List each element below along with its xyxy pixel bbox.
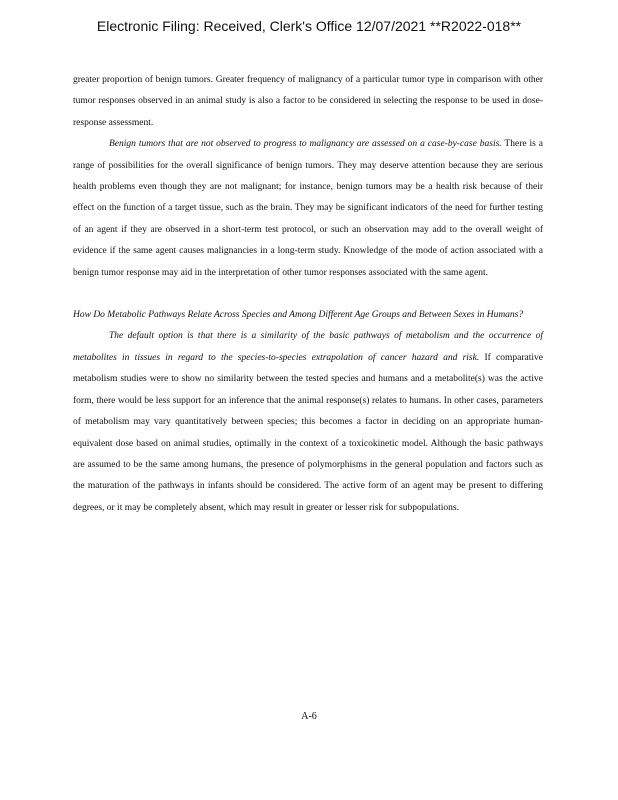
paragraph-benign-tumors (73, 134, 543, 284)
document-body (73, 70, 543, 519)
paragraph-metabolism (73, 326, 543, 519)
default-option-metabolism: The default option is that there is a similarity of the basic pathways of metabolism and the occurrence of metabolites in tissues in regard to the species-to-species extrapolation of cancer hazard and risk. (73, 331, 543, 363)
paragraph-benign-tumors-text: There is a range of possibilities for the overall significance of benign tumors. They may deserve attention because they are serious health problems even though they are not malignant; for instance, benign tumors may be a health risk because of their effect on the function of a target tissue, such as the brain. They may be significant indicators of the need for further testing of an agent if they are observed in a short-term test protocol, or such an observation may add to the overall weight of evidence if the same agent causes malignancies in a long-term study. Knowledge of the mode of action associated with a benign tumor response may aid in the interpretation of other tumor responses associated with the same agent. (73, 139, 543, 278)
paragraph-metabolism-text: If comparative metabolism studies were to show no similarity between the tested species and humans and a metabolite(s) was the active form, there would be less support for an inference that the animal response(s) relates to humans. In other cases, parameters of metabolism may vary quantitatively between species; this becomes a factor in deciding on an appropriate human-equivalent dose based on animal studies, optimally in the context of a toxicokinetic model. Although the basic pathways are assumed to be the same among humans, the presence of polymorphisms in the general population and factors such as the maturation of the pathways in infants should be considered. The active form of an agent may be present to differing degrees, or it may be completely absent, which may result in greater or lesser risk for subpopulations. (73, 352, 543, 513)
section-heading-metabolic-pathways: How Do Metabolic Pathways Relate Across Species and Among Different Age Groups and Between Sexes in Humans? (73, 310, 524, 321)
page-number: A-6 (301, 711, 317, 722)
default-option-benign: Benign tumors that are not observed to progress to malignancy are assessed on a case-by-case basis. (109, 139, 502, 150)
filing-stamp-header: Electronic Filing: Received, Clerk's Office 12/07/2021 **R2022-018** (96, 18, 522, 34)
paragraph-benign-proportion: greater proportion of benign tumors. Greater frequency of malignancy of a particular tumor type in comparison with other tumor responses observed in an animal study is also a factor to be considered in selecting the response to be used in dose-response assessment. (73, 75, 543, 128)
